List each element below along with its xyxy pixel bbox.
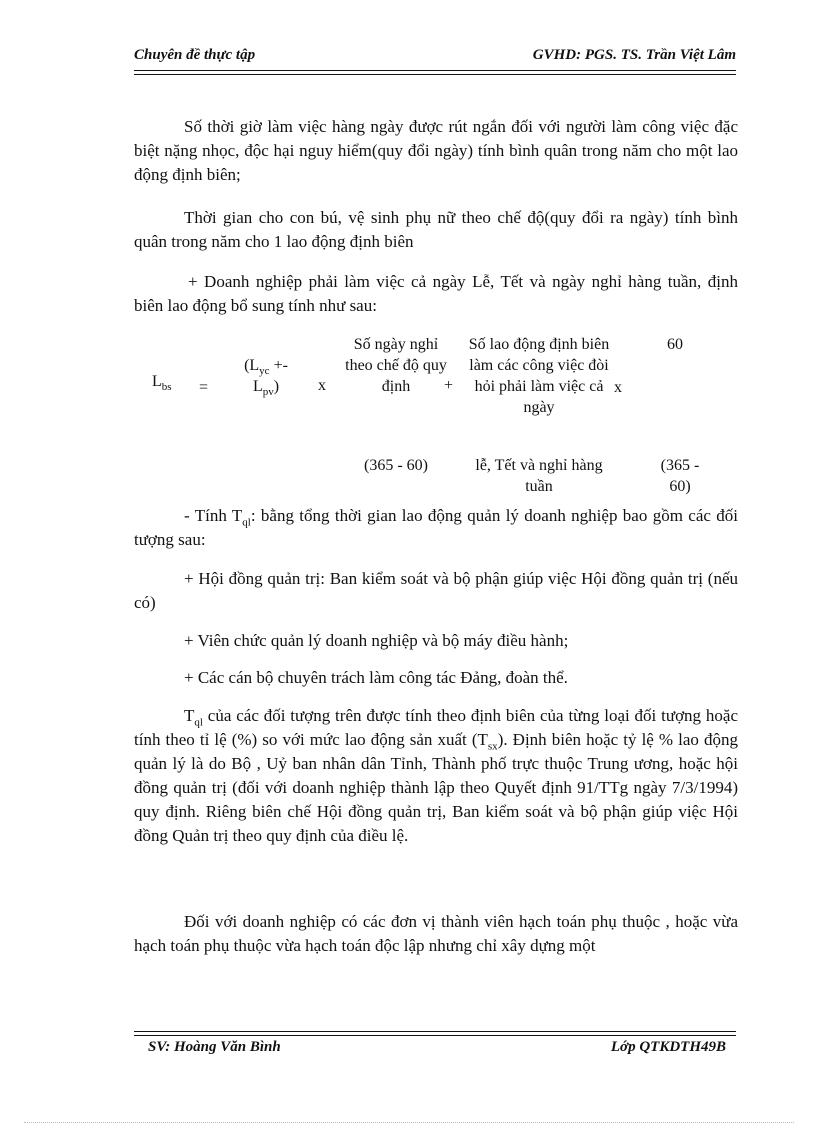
page-header — [134, 47, 736, 69]
footer-left: SV: Hoàng Văn Bình — [148, 1039, 281, 1055]
formula-workforce-term: ($L_{yc}$ +- $L_{pv}$) — [244, 357, 288, 399]
footer-rule — [134, 1035, 736, 1036]
header-rule — [134, 70, 736, 71]
paragraph-3: + Doanh nghiệp phải làm việc cả ngày Lễ, Tết và ngày nghỉ hàng tuần, định biên lao động bổ sung tính như sau: — [134, 272, 738, 315]
paragraph-5: + Hội đồng quản trị: Ban kiểm soát và bộ phận giúp việc Hội đồng quản trị (nếu có) — [134, 569, 738, 612]
header-right: GVHD: PGS. TS. Trần Việt Lâm — [532, 47, 736, 63]
paragraph-1: Số thời giờ làm việc hàng ngày được rút ngắn đối với người làm công việc đặc biệt nặng nhọc, độc hại nguy hiểm(quy đổi ngày) tính bình quân trong năm cho một lao động định biên; — [134, 117, 738, 184]
paragraph-9: Đối với doanh nghiệp có các đơn vị thành viên hạch toán phụ thuộc , hoặc vừa hạch toán phụ thuộc vừa hạch toán độc lập nhưng chỉ xây dựng một — [134, 912, 738, 955]
paragraph-2: Thời gian cho con bú, vệ sinh phụ nữ theo chế độ(quy đổi ra ngày) tính bình quân trong năm cho 1 lao động định biên — [134, 208, 738, 251]
formula-fraction-1-numerator: Số ngày nghỉ theo chế độ quy định — [345, 336, 447, 395]
paragraph-8: $T_{ql}$ của các đối tượng trên được tính theo định biên của từng loại đối tượng hoặc tính theo tỉ lệ (%) so với mức lao động sản xuất $(T_{sx})$. Định biên hoặc tỷ lệ % lao động quản lý là do Bộ , Uỷ ban nhân dân Tỉnh, Thành phố trực thuộc Trung ương, hoặc hội đồng quản trị (đối với doanh nghiệp thành lập theo Quyết định 91/TTg ngày 7/3/1994) quy định. Riêng biên chế Hội đồng quản trị, Ban kiểm soát và bộ phận giúp việc Hội đồng Quản trị theo quy định của điều lệ. — [134, 706, 738, 845]
formula-equals: = — [199, 379, 209, 396]
formula-fraction-2-numerator: Số lao động định biên làm các công việc đòi hỏi phải làm việc cả ngày — [468, 336, 610, 416]
formula-fraction-3-numerator: 60 — [667, 336, 683, 353]
footer-rule-thin — [134, 1031, 736, 1032]
formula-fraction-3-denominator: (365 - 60) — [660, 457, 700, 495]
paragraph-6: + Viên chức quản lý doanh nghiệp và bộ máy điều hành; — [184, 631, 569, 650]
formula-lhs: $L_{bs}$ — [152, 373, 172, 394]
page-footer — [134, 1039, 736, 1061]
formula-times-2: x — [614, 379, 622, 396]
formula-times-1: x — [318, 377, 326, 394]
formula-fraction-2-denominator: lễ, Tết và nghỉ hàng tuần — [475, 457, 603, 495]
formula-plus: + — [444, 377, 454, 394]
header-left: Chuyên đề thực tập — [134, 47, 256, 63]
paragraph-4: - Tính $T_{ql}$: bằng tổng thời gian lao động quản lý doanh nghiệp bao gồm các đối tượng sau: — [134, 506, 738, 549]
paragraph-7: + Các cán bộ chuyên trách làm công tác Đảng, đoàn thể. — [184, 668, 568, 687]
footer-right: Lớp QTKDTH49B — [610, 1039, 726, 1055]
formula-fraction-1-denominator: (365 - 60) — [364, 457, 428, 474]
header-rule-thin — [134, 74, 736, 75]
